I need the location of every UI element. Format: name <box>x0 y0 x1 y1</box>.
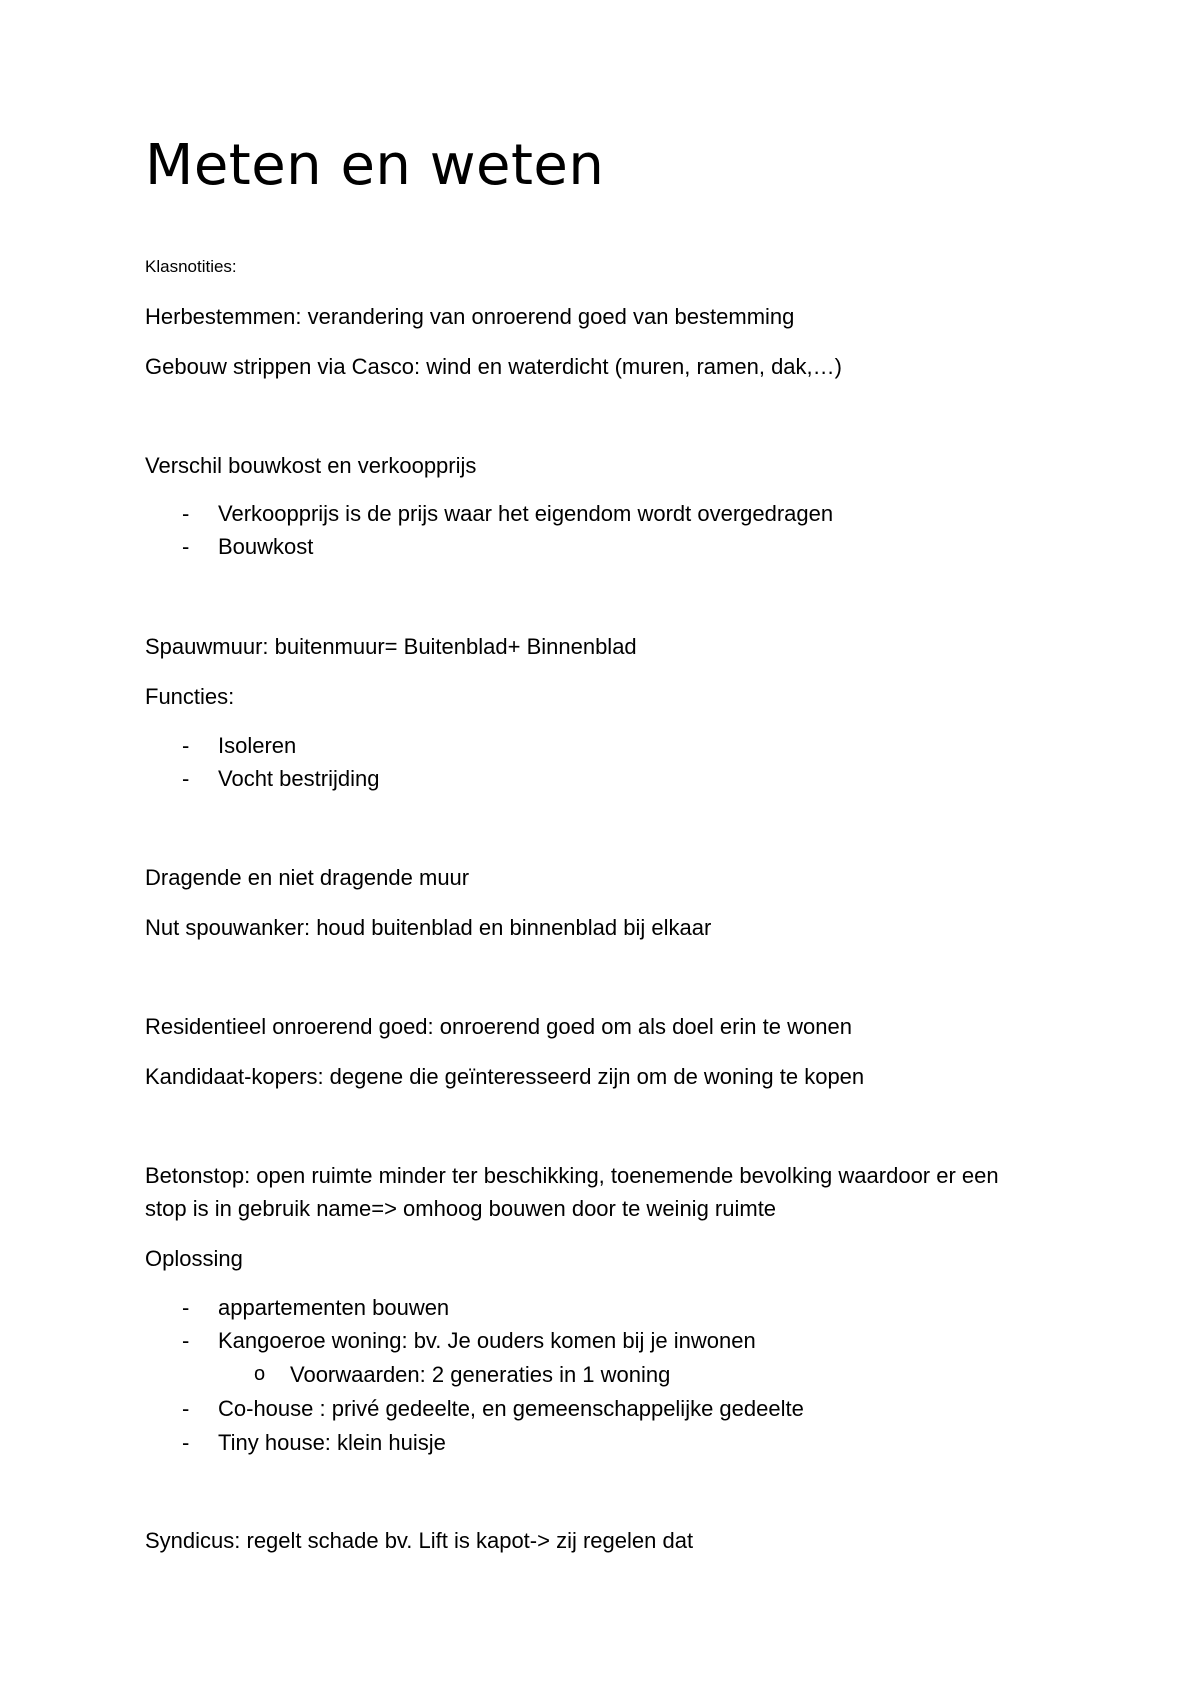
note-dragende: Dragende en niet dragende muur <box>145 865 470 890</box>
bullet-bouwkost: Bouwkost <box>218 534 314 559</box>
note-verschil: Verschil bouwkost en verkoopprijs <box>145 453 477 478</box>
note-betonstop-line1: Betonstop: open ruimte minder ter beschikking, toenemende bevolking waardoor er een <box>145 1163 999 1188</box>
note-spouwanker: Nut spouwanker: houd buitenblad en binnenblad bij elkaar <box>145 915 712 940</box>
note-syndicus: Syndicus: regelt schade bv. Lift is kapot-> zij regelen dat <box>145 1528 694 1553</box>
bullet-marker: - <box>182 1295 190 1320</box>
bullet-appartementen: appartementen bouwen <box>218 1295 450 1320</box>
note-herbestemmen: Herbestemmen: verandering van onroerend goed van bestemming <box>145 304 795 329</box>
bullet-marker: - <box>182 766 190 791</box>
note-betonstop-line2: stop is in gebruik name=> omhoog bouwen door te weinig ruimte <box>145 1196 777 1221</box>
bullet-kangoeroe: Kangoeroe woning: bv. Je ouders komen bij je inwonen <box>218 1328 756 1353</box>
bullet-co-house: Co-house : privé gedeelte, en gemeenschappelijke gedeelte <box>218 1396 804 1421</box>
note-residentieel: Residentieel onroerend goed: onroerend goed om als doel erin te wonen <box>145 1014 852 1039</box>
note-oplossing: Oplossing <box>145 1246 243 1271</box>
note-functies: Functies: <box>145 684 235 709</box>
bullet-marker: - <box>182 733 190 758</box>
note-gebouw-strippen: Gebouw strippen via Casco: wind en waterdicht (muren, ramen, dak,…) <box>145 354 842 379</box>
note-kandidaat-kopers: Kandidaat-kopers: degene die geïnteresseerd zijn om de woning te kopen <box>145 1064 865 1089</box>
bullet-verkoopprijs: Verkoopprijs is de prijs waar het eigendom wordt overgedragen <box>218 501 834 526</box>
note-spauwmuur: Spauwmuur: buitenmuur= Buitenblad+ Binnenblad <box>145 634 637 659</box>
bullet-marker: - <box>182 534 190 559</box>
subtitle: Klasnotities: <box>145 257 237 276</box>
sub-bullet-marker: o <box>254 1363 266 1385</box>
bullet-vocht: Vocht bestrijding <box>218 766 380 791</box>
bullet-marker: - <box>182 1328 190 1353</box>
bullet-tiny-house: Tiny house: klein huisje <box>218 1430 446 1455</box>
sub-bullet-voorwaarden: Voorwaarden: 2 generaties in 1 woning <box>290 1362 671 1387</box>
bullet-marker: - <box>182 1430 190 1455</box>
bullet-isoleren: Isoleren <box>218 733 297 758</box>
document-title: Meten en weten <box>145 133 605 198</box>
bullet-marker: - <box>182 501 190 526</box>
bullet-marker: - <box>182 1396 190 1421</box>
